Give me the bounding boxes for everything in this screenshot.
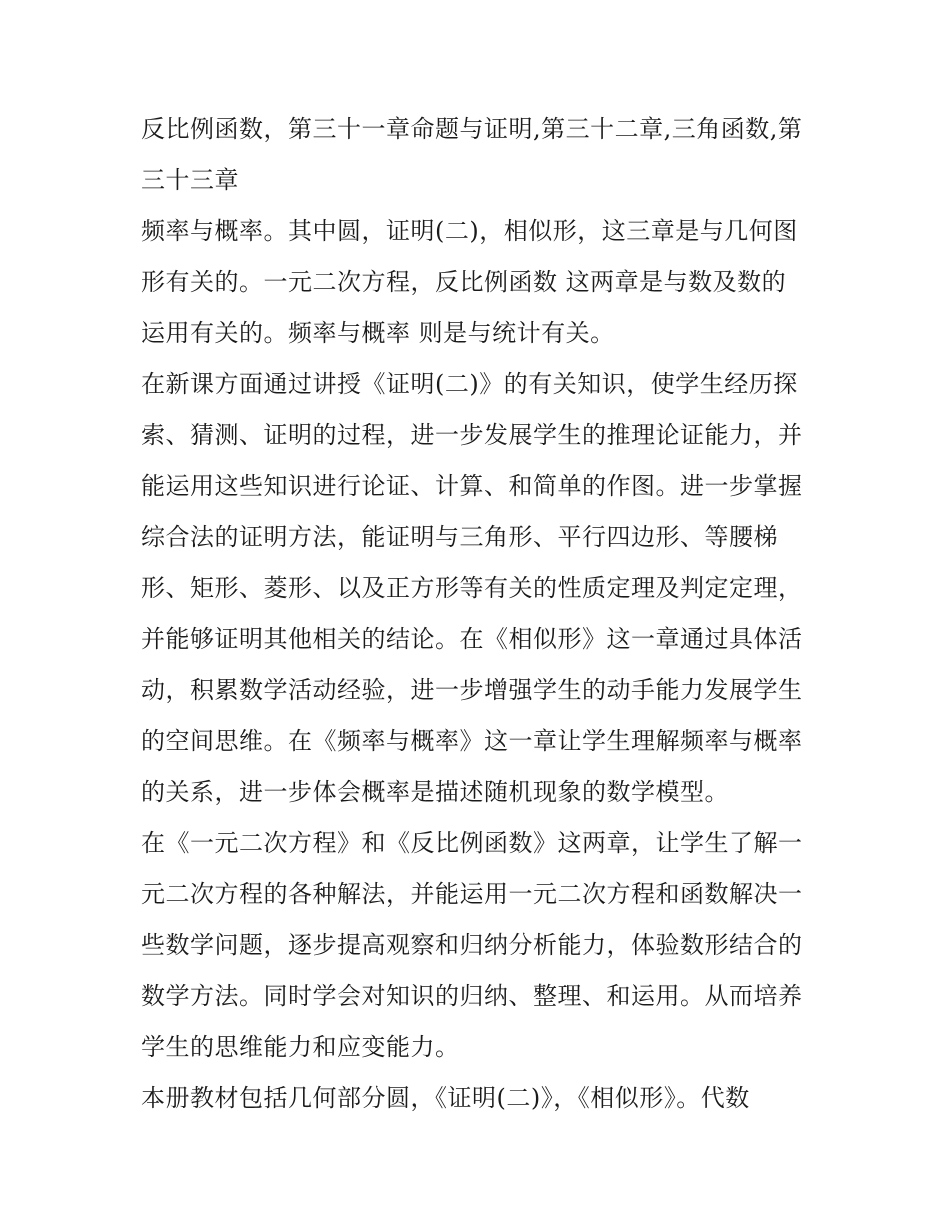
text-line: 的关系，进一步体会概率是描述随机现象的数学模型。 (141, 778, 729, 806)
text-line: 频率与概率。其中圆，证明(二)，相似形，这三章是与几何图 (141, 217, 798, 245)
text-line: 元二次方程的各种解法，并能运用一元二次方程和函数解决一 (141, 880, 803, 908)
text-line: 在《一元二次方程》和《反比例函数》这两章，让学生了解一 (141, 829, 803, 857)
text-line: 在新课方面通过讲授《证明(二)》的有关知识，使学生经历探 (141, 370, 798, 398)
text-line: 些数学问题，逐步提高观察和归纳分析能力，体验数形结合的 (141, 931, 803, 959)
text-line: 运用有关的。频率与概率 则是与统计有关。 (141, 319, 615, 347)
text-line: 形、矩形、菱形、以及正方形等有关的性质定理及判定定理， (141, 574, 803, 602)
text-line: 索、猜测、证明的过程，进一步发展学生的推理论证能力，并 (141, 421, 803, 449)
text-line: 并能够证明其他相关的结论。在《相似形》这一章通过具体活 (141, 625, 803, 653)
text-line: 形有关的。一元二次方程，反比例函数 这两章是与数及数的 (141, 268, 787, 296)
text-line: 三十三章 (141, 166, 239, 194)
text-line: 能运用这些知识进行论证、计算、和简单的作图。进一步掌握 (141, 472, 803, 500)
text-line: 动，积累数学活动经验，进一步增强学生的动手能力发展学生 (141, 676, 803, 704)
text-line: 学生的思维能力和应变能力。 (141, 1033, 460, 1061)
text-line: 数学方法。同时学会对知识的归纳、整理、和运用。从而培养 (141, 982, 803, 1010)
text-line: 的空间思维。在《频率与概率》这一章让学生理解频率与概率 (141, 727, 803, 755)
text-line: 综合法的证明方法，能证明与三角形、平行四边形、等腰梯 (141, 523, 778, 551)
text-line: 本册教材包括几何部分圆，《证明(二)》，《相似形》。代数 (141, 1084, 750, 1112)
text-line: 反比例函数，第三十一章命题与证明,第三十二章,三角函数,第 (141, 115, 803, 143)
